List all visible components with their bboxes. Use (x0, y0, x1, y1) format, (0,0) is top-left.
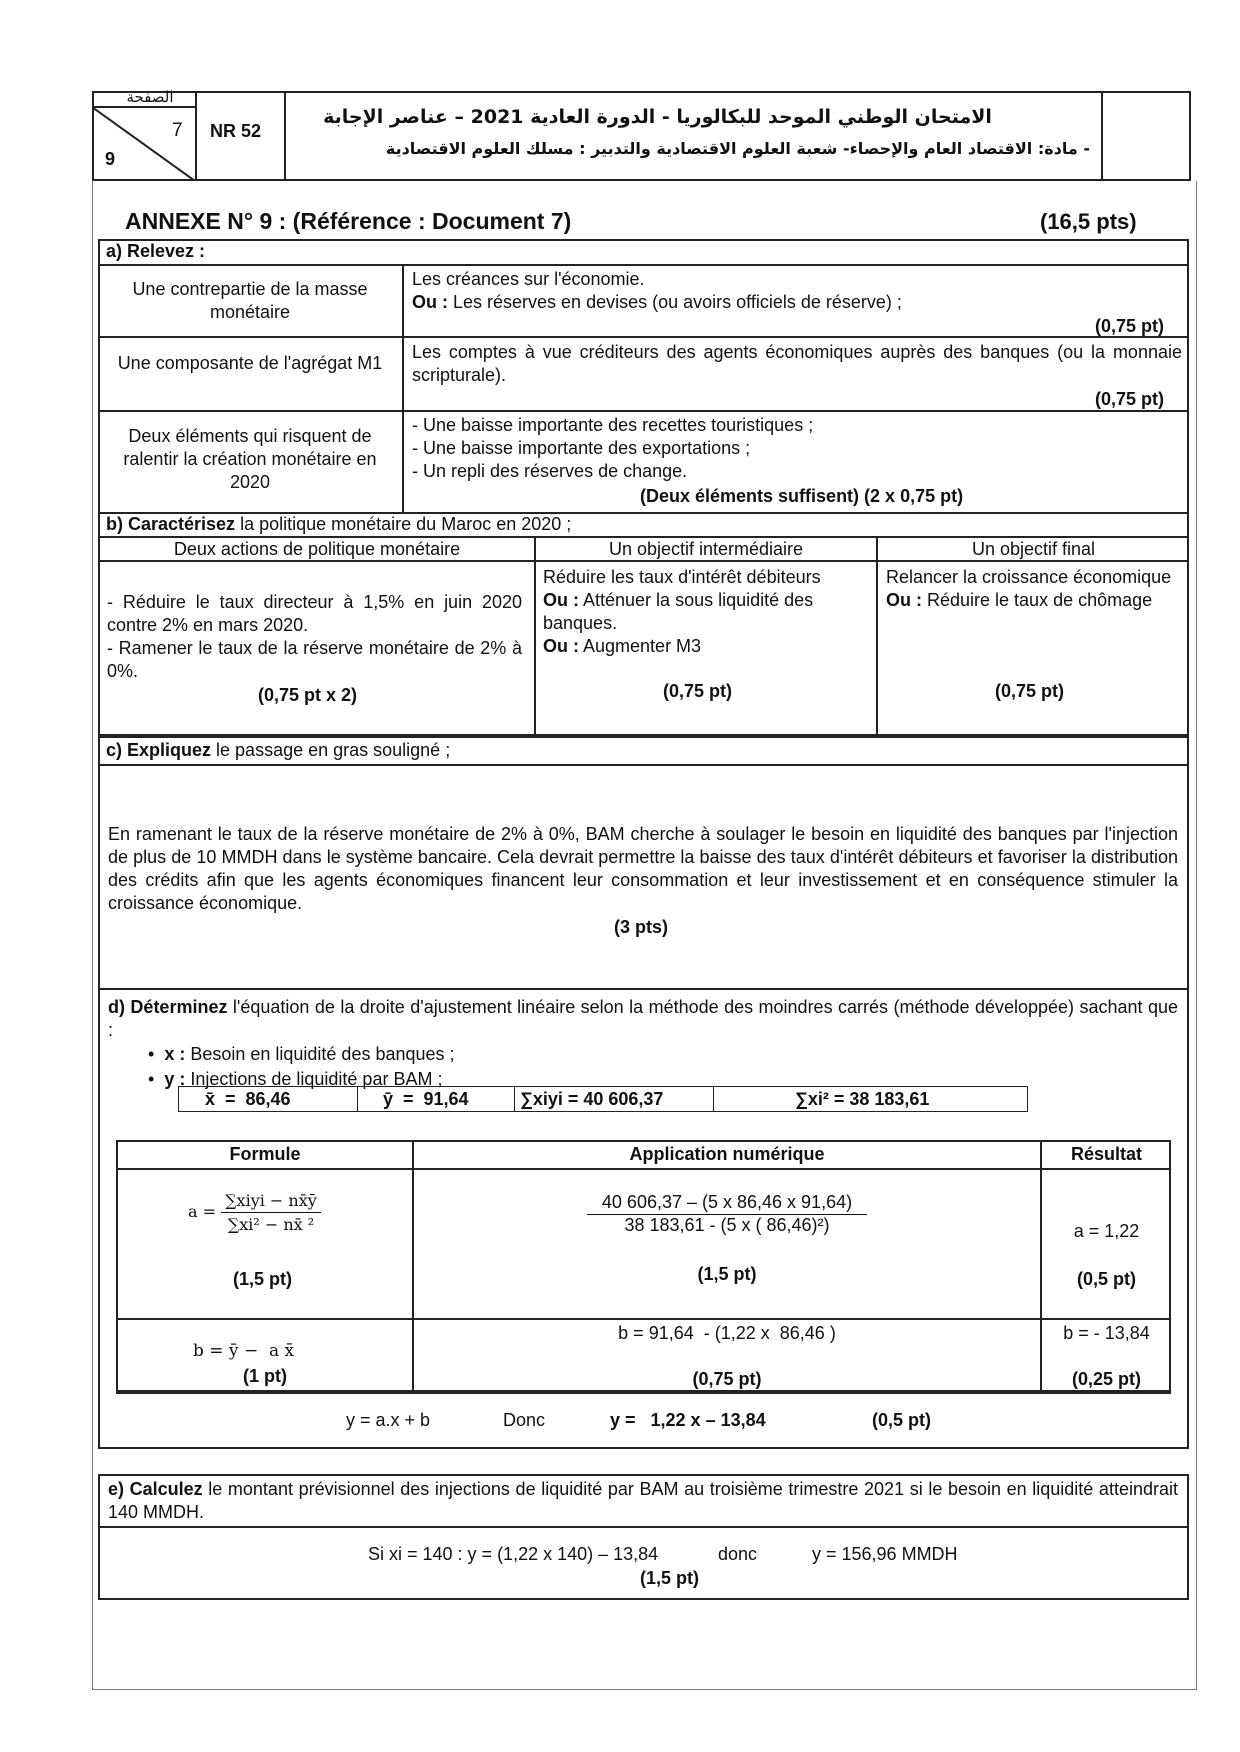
app-a-numerator: 40 606,37 – (5 x 86,46 x 91,64) (601, 1192, 853, 1212)
intermediate-ou-2: Ou : (543, 636, 579, 656)
row1-line2 (412, 291, 902, 314)
page-border-left (92, 181, 93, 1689)
part-d-heading-text: l'équation de la droite d'ajustement linéaire selon la méthode des moindres carrés (méthode développée) sachant que : (108, 997, 1178, 1040)
row1-line1: Les créances sur l'économie. (412, 269, 645, 289)
app-a-pts: (1,5 pt) (697, 1264, 757, 1284)
result-b-pts: (0,25 pt) (1071, 1369, 1141, 1389)
result-a: a = 1,22 (1073, 1221, 1140, 1241)
action-1: - Réduire le taux directeur à 1,5% en juin 2020 contre 2% en mars 2020. (107, 592, 522, 635)
formula-b-pts: (1 pt) (243, 1366, 287, 1386)
formula-a-pts: (1,5 pt) (233, 1269, 293, 1289)
row1-alt: Les réserves en devises (ou avoirs officiels de réserve) ; (448, 292, 902, 312)
formula-a (188, 1189, 321, 1236)
part-e-heading-text: le montant prévisionnel des injections de liquidité par BAM au troisième trimestre 2021 si le besoin en liquidité atteindrait 140 MMDH. (108, 1479, 1178, 1522)
part-b-heading (106, 513, 571, 536)
intermediate-main: Réduire les taux d'intérêt débiteurs (543, 567, 821, 587)
bullet-x-text: Besoin en liquidité des banques ; (185, 1044, 455, 1064)
header-divider-2 (284, 91, 286, 181)
final-ou: Ou : (886, 590, 922, 610)
part-c-verb: c) Expliquez (106, 740, 212, 760)
row2-pts: (0,75 pt) (1095, 389, 1165, 409)
row3-label: Deux éléments qui risquent de ralentir la création monétaire en 2020 (123, 426, 377, 492)
result-b: b = - 13,84 (1063, 1323, 1150, 1343)
part-e-pts: (1,5 pt) (640, 1568, 700, 1588)
part-c-heading-text: le passage en gras souligné ; (211, 740, 451, 760)
bullet-y-text: Injections de liquidité par BAM ; (185, 1069, 443, 1089)
stat-mean-y: ȳ = 91,64 (383, 1089, 469, 1109)
part-c-pts: (3 pts) (614, 917, 668, 937)
part-e-calc: Si xi = 140 : y = (1,22 x 140) – 13,84 (368, 1544, 659, 1564)
col-head-intermediate: Un objectif intermédiaire (608, 539, 804, 559)
row3-item-2: - Une baisse importante des exportations ; (412, 438, 751, 458)
final-equation: y = 1,22 x – 13,84 (610, 1410, 766, 1430)
page-total: 9 (105, 149, 116, 169)
part-c-answer: En ramenant le taux de la réserve monétaire de 2% à 0%, BAM cherche à soulager le besoin en liquidité des banques par l'injection de plus de 10 MMDH dans le système bancaire. Cela devrait permettre la baisse des taux d'intérêt débiteurs et favoriser la distribution des crédits afin que les agents économiques financent leur consommation et leur investissement et en conséquence stimuler la croissance économique. (108, 824, 1178, 913)
formula-row-rule (116, 1318, 1171, 1320)
final-pts: (0,75 pt) (995, 681, 1065, 701)
row3-item-3: - Un repli des réserves de change. (412, 461, 688, 481)
formula-b: b = ȳ − a x̄ (193, 1341, 295, 1361)
app-b-pts: (0,75 pt) (692, 1369, 762, 1389)
part-a-row-rule-2 (98, 410, 1189, 412)
formula-row-rule-2 (116, 1392, 1171, 1394)
result-a-pts: (0,5 pt) (1076, 1269, 1136, 1289)
th-application: Application numérique (629, 1144, 825, 1164)
annexe-points: (16,5 pts) (1040, 209, 1137, 234)
row1-label: Une contrepartie de la masse monétaire (132, 279, 368, 322)
th-resultat: Résultat (1070, 1144, 1142, 1164)
bullet-x-key: x : (164, 1044, 186, 1064)
col-head-final: Un objectif final (971, 539, 1096, 559)
intermediate-objective (543, 566, 868, 658)
bullet-y-key: y : (164, 1069, 186, 1089)
part-b-verb: b) Caractérisez (106, 514, 236, 534)
final-alt: Réduire le taux de chômage (922, 590, 1153, 610)
final-equation-pts: (0,5 pt) (872, 1410, 932, 1430)
part-e-donc: donc (718, 1544, 758, 1564)
stats-rule-2 (514, 1086, 515, 1112)
row2-text: Les comptes à vue créditeurs des agents économiques auprès des banques (ou la monnaie scripturale). (412, 342, 1182, 385)
part-a-heading: a) Relevez : (106, 241, 206, 261)
formula-a-numerator: ∑xiyi − nx̄ȳ (221, 1189, 321, 1213)
row1-pts: (0,75 pt) (1095, 316, 1165, 336)
part-e-heading (108, 1478, 1178, 1524)
actions-pts: (0,75 pt x 2) (258, 685, 358, 705)
formula-head-rule (116, 1168, 1171, 1170)
exam-code: NR 52 (210, 121, 262, 141)
app-a-denominator: 38 183,61 - (5 x ( 86,46)²) (624, 1215, 830, 1235)
action-2: - Ramener le taux de la réserve monétaire de 2% à 0%. (107, 638, 522, 681)
part-e-result: y = 156,96 MMDH (812, 1544, 958, 1564)
page-label: الصفحة (126, 88, 174, 106)
page-border-bottom (92, 1689, 1197, 1690)
page-border-right (1196, 181, 1197, 1689)
part-e-verb: e) Calculez (108, 1479, 203, 1499)
header-divider-1 (195, 91, 197, 181)
stat-mean-x: x̄ = 86,46 (205, 1089, 291, 1109)
row2-label: Une composante de l'agrégat M1 (117, 353, 383, 373)
part-e-head-rule (98, 1526, 1189, 1528)
part-c-heading (106, 739, 450, 762)
part-d-verb: d) Déterminez (108, 997, 228, 1017)
formula-a-fraction (221, 1189, 321, 1236)
part-a-col-rule (402, 264, 404, 514)
intermediate-ou-1: Ou : (543, 590, 579, 610)
stats-rule-3 (713, 1086, 714, 1112)
stat-sum-x2: ∑xi² = 38 183,61 (795, 1089, 930, 1109)
app-b: b = 91,64 - (1,22 x 86,46 ) (618, 1323, 836, 1343)
formula-a-prefix: a = (188, 1202, 217, 1221)
part-b-col-rule-2 (876, 536, 878, 736)
formula-a-denominator: ∑xi² − nx̄ ² (227, 1215, 315, 1234)
bullet-x (148, 1043, 455, 1066)
part-b-col-rule-1 (534, 536, 536, 736)
final-main: Relancer la croissance économique (886, 567, 1172, 587)
intermediate-pts: (0,75 pt) (663, 681, 733, 701)
th-formule: Formule (229, 1144, 301, 1164)
intermediate-alt-1: Atténuer la sous liquidité des banques. (543, 590, 814, 633)
row1-ou: Ou : (412, 292, 448, 312)
exam-title: الامتحان الوطني الموحد للبكالوريا - الدورة العادية 2021 – عناصر الإجابة (323, 106, 992, 128)
exam-subtitle: - مادة: الاقتصاد العام والإحصاء- شعبة العلوم الاقتصادية والتدبير : مسلك العلوم الاقتصادية (385, 139, 1090, 158)
part-a-row-rule-1 (98, 336, 1189, 338)
header-divider-3 (1101, 91, 1103, 181)
bullet-dot-y: • (148, 1069, 165, 1089)
stat-sum-xy: ∑xiyi = 40 606,37 (520, 1089, 664, 1109)
page-current: 7 (172, 120, 183, 141)
col-head-actions: Deux actions de politique monétaire (173, 539, 461, 559)
stats-rule-1 (357, 1086, 358, 1112)
final-donc: Donc (503, 1410, 546, 1430)
part-c-head-rule (98, 764, 1189, 766)
intermediate-alt-2: Augmenter M3 (579, 636, 702, 656)
final-general: y = a.x + b (346, 1410, 431, 1430)
row3-item-1: - Une baisse importante des recettes touristiques ; (412, 415, 814, 435)
formula-col-rule-2 (1040, 1140, 1042, 1392)
annexe-title: ANNEXE N° 9 : (Référence : Document 7) (125, 208, 572, 234)
part-a-head-rule (98, 264, 1189, 266)
part-d-heading (108, 996, 1178, 1042)
row3-pts: (Deux éléments suffisent) (2 x 0,75 pt) (640, 486, 964, 506)
bullet-dot-x: • (148, 1044, 165, 1064)
part-b-heading-text: la politique monétaire du Maroc en 2020 ; (235, 514, 572, 534)
final-objective (886, 566, 1182, 612)
